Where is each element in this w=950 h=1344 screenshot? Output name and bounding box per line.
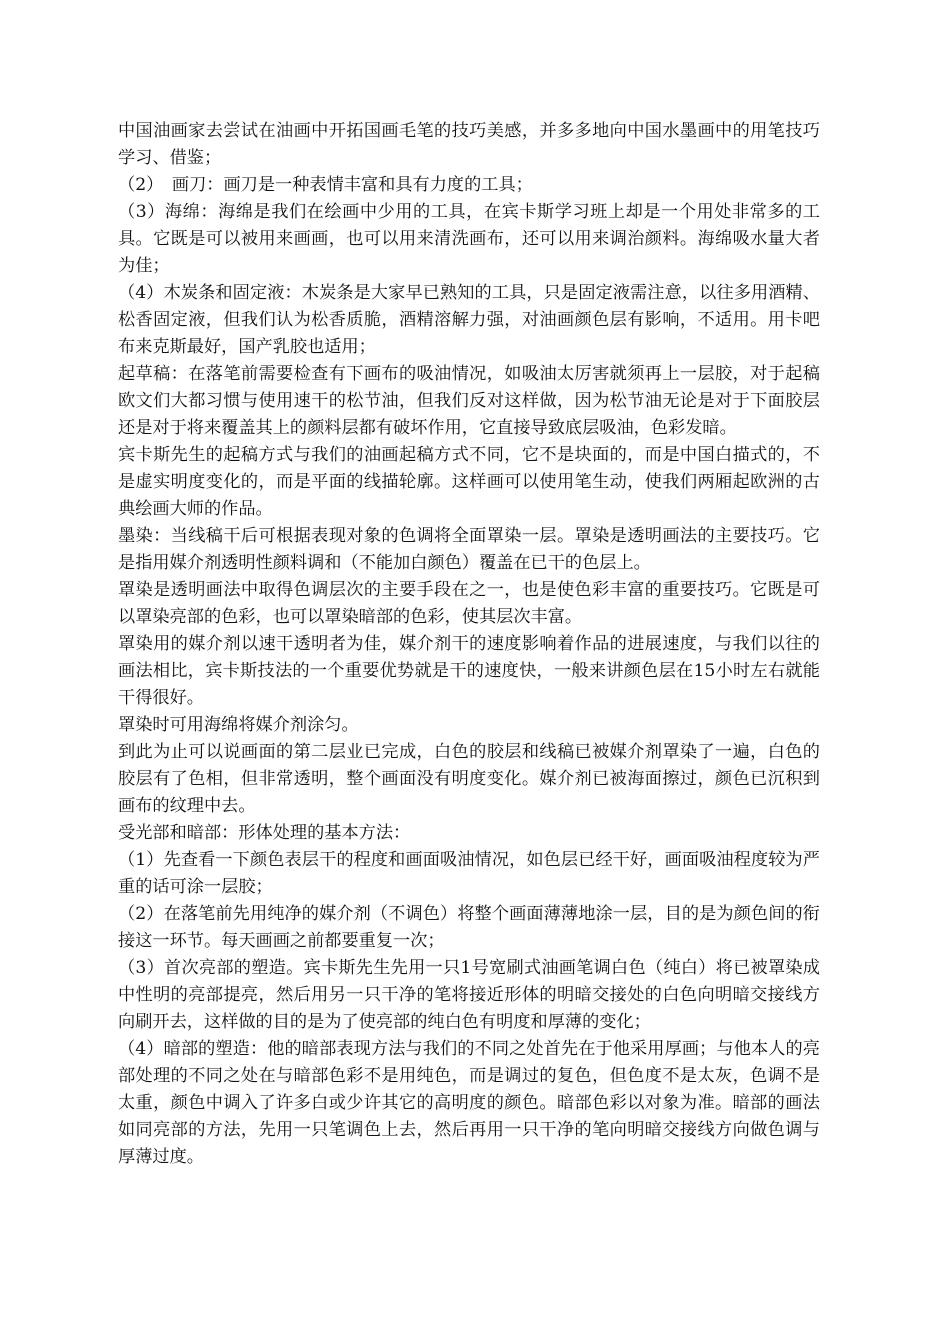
paragraph: 墨染：当线稿干后可根据表现对象的色调将全面罩染一层。罩染是透明画法的主要技巧。它是指用媒介剂透明性颜料调和（不能加白颜色）覆盖在已干的色层上。 (118, 526, 820, 573)
paragraph: （1）先查看一下颜色表层干的程度和画面吸油情况，如色层已经干好，画面吸油程度较为严重的话可涂一层胶； (118, 850, 820, 897)
paragraph: （2） 画刀：画刀是一种表情丰富和具有力度的工具； (118, 175, 533, 195)
paragraph: 宾卡斯先生的起稿方式与我们的油画起稿方式不同，它不是块面的，而是中国白描式的，不是虚实明度变化的，而是平面的线描轮廓。这样画可以使用笔生动，使我们两厢起欧洲的古典绘画大师的作品。 (118, 445, 820, 519)
paragraph: 罩染时可用海绵将媒介剂涂匀。 (118, 715, 359, 735)
body-text (118, 118, 820, 1171)
paragraph: （4）木炭条和固定液：木炭条是大家早已熟知的工具，只是固定液需注意，以往多用酒精、松香固定液，但我们认为松香质脆，酒精溶解力强，对油画颜色层有影响，不适用。用卡吧布来克斯最好，国产乳胶也适用； (118, 283, 820, 357)
paragraph: （4）暗部的塑造：他的暗部表现方法与我们的不同之处首先在于他采用厚画；与他本人的亮部处理的不同之处在与暗部色彩不是用纯色，而是调过的复色，但色度不是太灰，色调不是太重，颜色中调入了许多白或少许其它的高明度的颜色。暗部色彩以对象为准。暗部的画法如同亮部的方法，先用一只笔调色上去，然后再用一只干净的笔向明暗交接线方向做色调与厚薄过度。 (118, 1039, 820, 1167)
paragraph: （3）首次亮部的塑造。宾卡斯先生先用一只1号宽刷式油画笔调白色（纯白）将已被罩染成中性明的亮部提亮，然后用另一只干净的笔将接近形体的明暗交接处的白色向明暗交接线方向刷开去，这样做的目的是为了使亮部的纯白色有明度和厚薄的变化； (118, 958, 820, 1032)
paragraph: 到此为止可以说画面的第二层业已完成，白色的胶层和线稿已被媒介剂罩染了一遍，白色的胶层有了色相，但非常透明，整个画面没有明度变化。媒介剂已被海面擦过，颜色已沉积到画布的纹理中去。 (118, 742, 820, 816)
paragraph: 罩染用的媒介剂以速干透明者为佳，媒介剂干的速度影响着作品的进展速度，与我们以往的画法相比，宾卡斯技法的一个重要优势就是干的速度快，一般来讲颜色层在15小时左右就能干得很好。 (118, 634, 820, 708)
paragraph: 中国油画家去尝试在油画中开拓国画毛笔的技巧美感，并多多地向中国水墨画中的用笔技巧学习、借鉴； (118, 121, 820, 168)
paragraph: （3）海绵：海绵是我们在绘画中少用的工具，在宾卡斯学习班上却是一个用处非常多的工具。它既是可以被用来画画，也可以用来清洗画布，还可以用来调治颜料。海绵吸水量大者为佳； (118, 202, 820, 276)
paragraph: （2）在落笔前先用纯净的媒介剂（不调色）将整个画面薄薄地涂一层，目的是为颜色间的衔接这一环节。每天画画之前都要重复一次； (118, 904, 820, 951)
section-heading: 受光部和暗部：形体处理的基本方法： (118, 823, 411, 843)
paragraph: 罩染是透明画法中取得色调层次的主要手段在之一，也是使色彩丰富的重要技巧。它既是可以罩染亮部的色彩，也可以罩染暗部的色彩，使其层次丰富。 (118, 580, 820, 627)
paragraph: 起草稿：在落笔前需要检查有下画布的吸油情况，如吸油太厉害就须再上一层胶，对于起稿欧文们大都习惯与使用速干的松节油，但我们反对这样做，因为松节油无论是对于下面胶层还是对于将来覆盖其上的颜料层都有破坏作用，它直接导致底层吸油，色彩发暗。 (118, 364, 820, 438)
